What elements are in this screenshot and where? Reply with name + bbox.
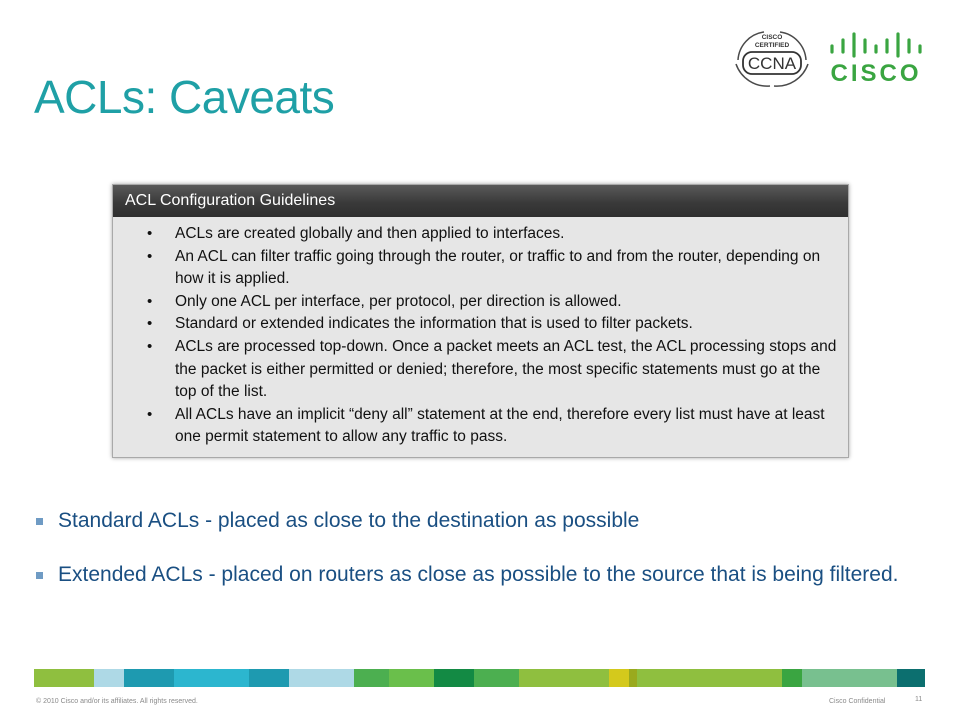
color-bar-segment	[34, 669, 94, 687]
acl-guidelines-panel	[112, 184, 849, 458]
color-bar-segment	[897, 669, 925, 687]
guideline-item	[147, 313, 838, 336]
guideline-text: ACLs are processed top-down. Once a packet meets an ACL test, the ACL processing stops and the packet is either permitted or denied; therefore, the most specific statements must go at the top of the list.	[175, 337, 837, 401]
color-bar-segment	[629, 669, 637, 687]
color-bar-segment	[474, 669, 519, 687]
guideline-item	[147, 336, 838, 404]
footer-color-bar	[34, 669, 925, 687]
cisco-wordmark: CISCO	[830, 60, 922, 87]
bullet-dot: •	[147, 247, 153, 265]
color-bar-segment	[124, 669, 174, 687]
slide-title: ACLs: Caveats	[34, 71, 335, 123]
bullet-dot: •	[147, 292, 153, 310]
main-bullet-text: Extended ACLs - placed on routers as close as possible to the source that is being filtered.	[58, 563, 899, 586]
bullet-dot: •	[147, 225, 153, 242]
guidelines-header: ACL Configuration Guidelines	[113, 185, 848, 217]
badge-line1: CISCO	[761, 34, 783, 41]
main-bullet-list	[36, 508, 916, 588]
guideline-text: ACLs are created globally and then applied to interfaces.	[175, 225, 565, 242]
color-bar-segment	[389, 669, 434, 687]
color-bar-segment	[637, 669, 782, 687]
guideline-text: All ACLs have an implicit “deny all” statement at the end, therefore every list must have at least one permit statement to allow any traffic to pass.	[175, 405, 825, 446]
guidelines-list	[113, 217, 848, 449]
color-bar-segment	[519, 669, 609, 687]
guideline-text: Standard or extended indicates the information that is used to filter packets.	[175, 315, 693, 333]
bullet-dot: •	[147, 315, 153, 333]
guideline-item	[147, 291, 838, 314]
color-bar-segment	[434, 669, 474, 687]
color-bar-segment	[354, 669, 389, 687]
bullet-dot: •	[147, 405, 153, 423]
main-bullet-item	[36, 508, 916, 534]
bullet-dot: •	[147, 337, 153, 355]
badge-name: CCNA	[747, 54, 797, 73]
color-bar-segment	[94, 669, 124, 687]
color-bar-segment	[782, 669, 802, 687]
ccna-certified-badge	[730, 26, 814, 88]
square-bullet-icon	[36, 518, 43, 525]
guideline-item	[147, 223, 838, 246]
main-bullet-text: Standard ACLs - placed as close to the destination as possible	[58, 509, 640, 532]
footer-confidential: Cisco Confidential	[829, 698, 886, 705]
color-bar-segment	[174, 669, 249, 687]
badge-line2: CERTIFIED	[754, 42, 790, 49]
guideline-item	[147, 404, 838, 449]
cisco-logo	[826, 32, 926, 86]
color-bar-segment	[802, 669, 897, 687]
guideline-text: Only one ACL per interface, per protocol, per direction is allowed.	[175, 292, 622, 310]
cisco-bars-icon	[826, 32, 926, 58]
guideline-item	[147, 246, 838, 291]
color-bar-segment	[249, 669, 289, 687]
guideline-text: An ACL can filter traffic going through the router, or traffic to and from the router, depending on how it is applied.	[175, 247, 821, 288]
page-number: 11	[915, 696, 923, 703]
color-bar-segment	[609, 669, 629, 687]
color-bar-segment	[289, 669, 354, 687]
square-bullet-icon	[36, 572, 43, 579]
main-bullet-item	[36, 562, 916, 588]
footer-copyright: © 2010 Cisco and/or its affiliates. All rights reserved.	[36, 698, 198, 705]
